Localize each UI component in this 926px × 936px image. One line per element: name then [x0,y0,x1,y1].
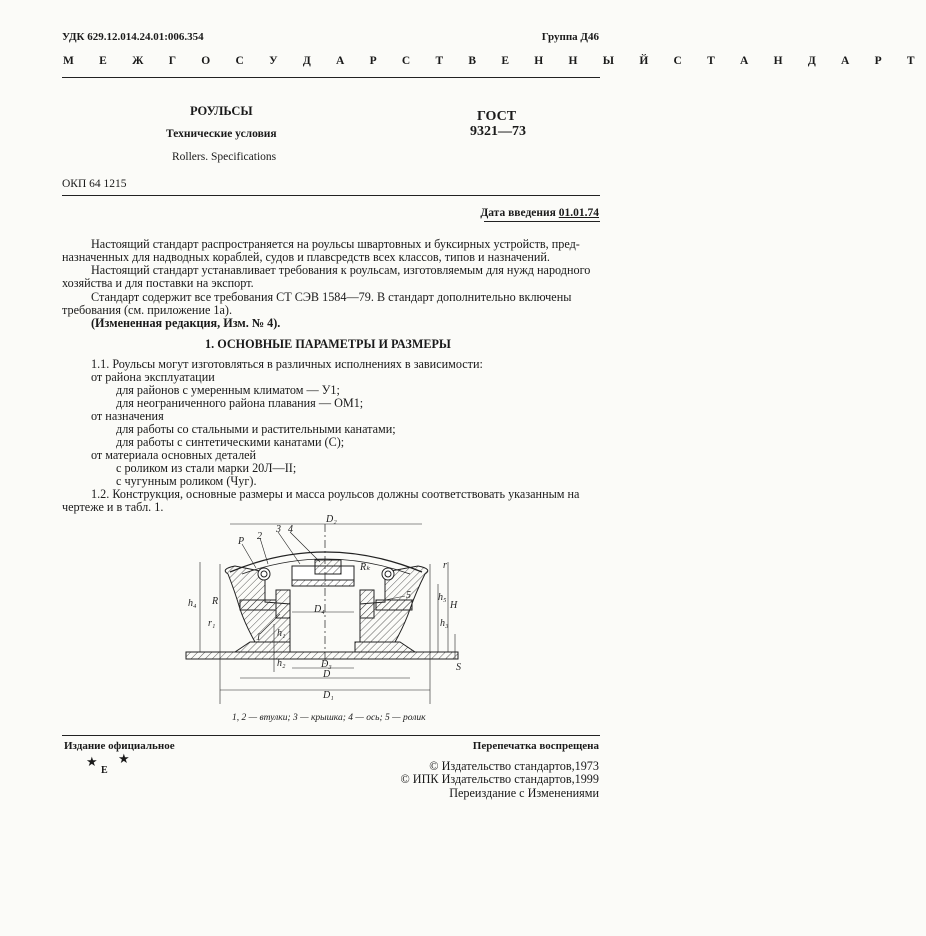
label-h5: h₅ [438,592,447,603]
document-title: РОУЛЬСЫ [190,104,253,118]
label-3: 3 [276,524,281,535]
section-line: для неограниченного района плавания — ОМ1; [116,396,364,410]
section-heading: 1. ОСНОВНЫЕ ПАРАМЕТРЫ И РАЗМЕРЫ [205,337,451,351]
date-underline [484,221,600,222]
intro-date-value: 01.01.74 [558,207,599,219]
copyright-1999: © ИПК Издательство стандартов,1999 [400,772,599,786]
section-line: от района эксплуатации [91,370,215,384]
reprint-prohibited: Перепечатка воспрещена [472,740,599,752]
intro-line: назначенных для надводных кораблей, судов и плавсредств всех классов, типов и назначений. [62,250,550,264]
footer-rule [62,735,600,736]
label-2: 2 [257,531,262,542]
label-h2: h₂ [277,658,286,669]
label-rk: Rₖ [360,562,371,573]
gost-number: 9321—73 [470,124,526,139]
intro-line: Настоящий стандарт распространяется на роульсы швартовных и буксирных устройств, пред- [91,237,580,251]
section-line: с роликом из стали марки 20Л—II; [116,461,297,475]
okp-code: ОКП 64 1215 [62,178,127,190]
section-line: для работы со стальными и растительными канатами; [116,422,396,436]
udk-code: УДК 629.12.014.24.01:006.354 [62,31,204,43]
header-rule [62,77,600,78]
drawing-caption: 1, 2 — втулки; 3 — крышка; 4 — ось; 5 — ролик [232,713,426,723]
label-h: H [450,600,458,611]
copyright-1973: © Издательство стандартов,1973 [429,759,599,773]
intro-line: Стандарт содержит все требования СТ СЭВ 1584—79. В стандарт дополнительно включены [91,290,572,304]
title-rule [62,195,600,196]
interstate-standard-banner: М Е Ж Г О С У Д А Р С Т В Е Н Н Ы Й С Т А Н Д А Р Т [63,55,926,67]
intro-line: требования (см. приложение 1а). [62,303,233,317]
label-d: D [323,669,331,680]
label-d1: D₁ [323,690,334,701]
document-subtitle: Технические условия [166,128,277,140]
label-d2: D₂ [326,514,337,525]
amendment-note: (Измененная редакция, Изм. № 4). [91,316,281,330]
intro-date [480,207,599,219]
intro-line: Настоящий стандарт устанавливает требования к роульсам, изготовляемым для нужд народного [91,263,591,277]
label-h3: h₃ [440,618,449,629]
section-line: для работы с синтетическими канатами (С); [116,435,345,449]
section-line: от материала основных деталей [91,448,257,462]
section-line: для районов с умеренным климатом — У1; [116,383,340,397]
label-h4: h₄ [188,598,197,609]
section-line: 1.2. Конструкция, основные размеры и масса роульсов должны соответствовать указанным на [91,487,580,501]
section-line: с чугунным роликом (Чуг). [116,474,257,488]
roller-drawing [180,514,470,710]
star-icon: ★ [118,751,130,766]
section-line: 1.1. Роульсы могут изготовляться в различных исполнениях в зависимости: [91,357,483,371]
label-p: P [238,536,245,547]
star-icon: ★ [86,754,98,769]
label-d4: D₄ [314,604,325,615]
label-s: S [456,662,461,673]
section-line: чертеже и в табл. 1. [62,500,164,514]
label-h1: h₁ [277,628,286,639]
group-code: Группа Д46 [541,31,599,43]
label-1: 1 [256,632,261,643]
intro-date-label: Дата введения [480,207,556,219]
label-d3: D₃ [321,659,332,670]
label-4: 4 [288,524,293,535]
label-5: 5 [406,590,411,601]
section-line: от назначения [91,409,164,423]
gost-label: ГОСТ [477,109,517,124]
reissue-note: Переиздание с Изменениями [449,786,599,800]
english-title: Rollers. Specifications [172,151,277,163]
label-r-top: r [443,560,447,571]
official-edition: Издание официальное [64,740,175,752]
label-r: R [212,596,219,607]
e-mark: E [101,765,108,776]
intro-line: хозяйства и для поставки на экспорт. [62,276,254,290]
label-r1: r₁ [208,618,216,629]
